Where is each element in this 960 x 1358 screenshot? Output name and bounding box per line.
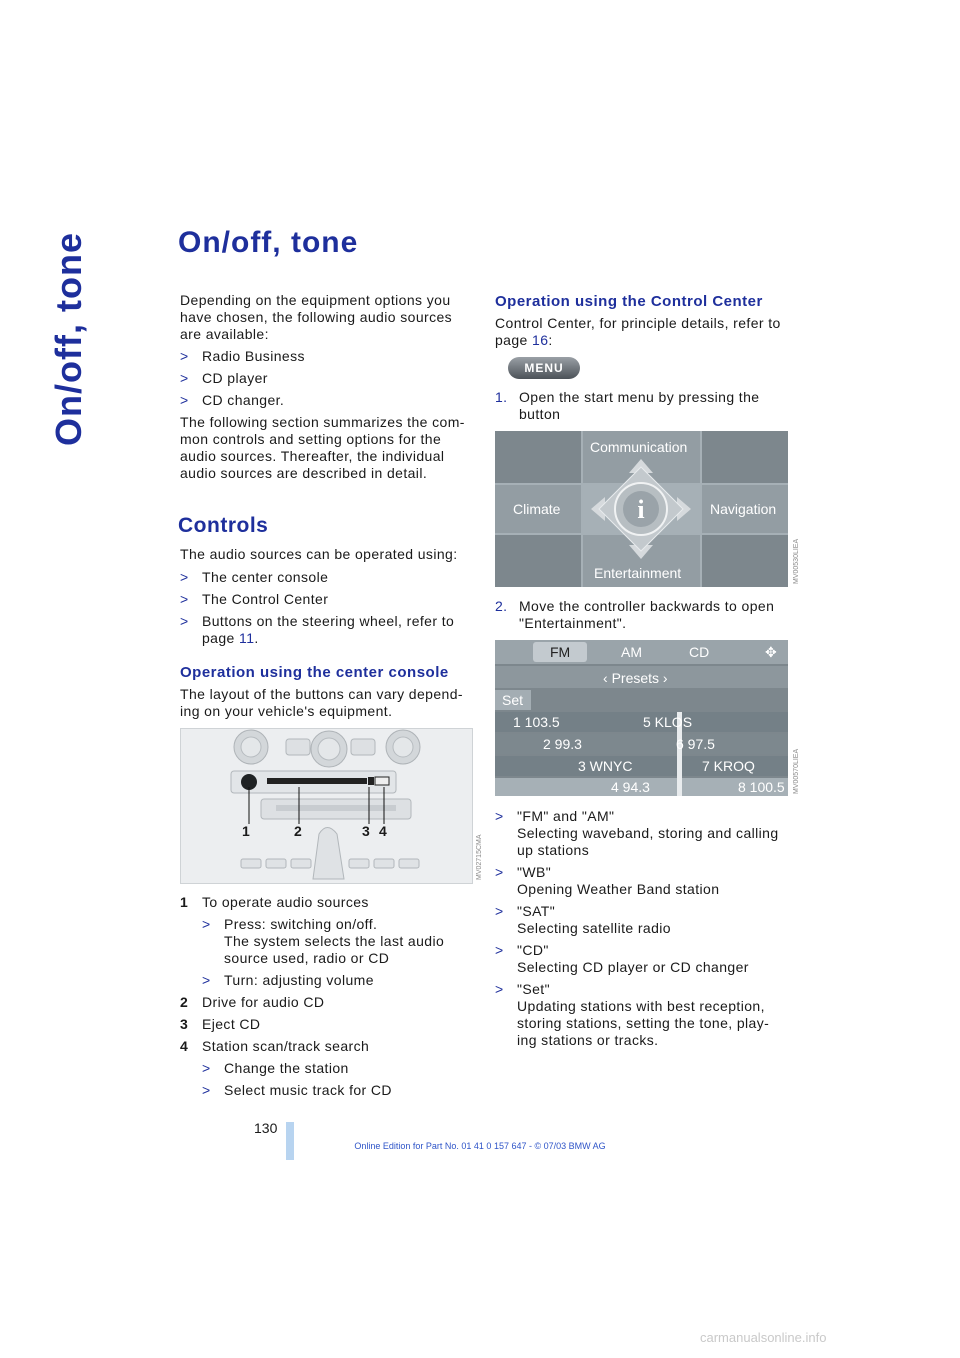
callout-3: 3 [362,823,370,839]
set-button: Set [502,692,524,708]
list-item: > Select music track for CD [202,1082,392,1098]
tab-cd: CD [689,644,710,660]
radio-screen [495,640,788,796]
step-2: 2. Move the controller backwards to open "Entertainment". [495,598,775,631]
list-item: > Change the station [202,1060,349,1076]
bullet-arrow-icon: > [180,348,189,364]
bullet-arrow-icon: > [180,569,189,585]
preset-5: 5 KLOS [643,714,693,730]
preset-4: 4 94.3 [611,779,650,795]
bullet-arrow-icon: > [495,903,504,919]
list-item: > "FM" and "AM" Selecting waveband, storing and calling up stations [495,808,779,858]
tab-am: AM [621,644,642,660]
list-item: > CD player [180,370,268,386]
callout-1: 1 [242,823,250,839]
preset-7: 7 KROQ [702,758,755,774]
controls-heading: Controls [178,514,269,537]
list-item: > The Control Center [180,591,329,607]
bullet-arrow-icon: > [495,864,504,880]
bullet-arrow-icon: > [202,1082,211,1098]
list-item: > "Set" Updating stations with best reception, storing stations, setting the tone, play- ing stations or tracks. [495,981,770,1048]
svg-text:i: i [637,495,645,524]
move-icon: ✥ [765,644,777,660]
watermark: carmanualsonline.info [700,1330,827,1345]
page-number: 130 [254,1120,278,1136]
radio-image-id: MV00570LIEA [793,748,800,794]
page-title: On/off, tone [178,226,359,259]
list-item: > "SAT" Selecting satellite radio [495,903,671,936]
list-item: > Radio Business [180,348,305,364]
bullet-arrow-icon: > [202,916,211,932]
summary-paragraph: The following section summarizes the com- mon controls and setting options for the audio sources. Thereafter, the individual audio sources are described in detail. [180,414,465,481]
intro-paragraph: Depending on the equipment options you have chosen, the following audio sources are available: [180,292,453,342]
edition-footer: Online Edition for Part No. 01 41 0 157 647 - © 07/03 BMW AG [354,1141,606,1151]
preset-2: 2 99.3 [543,736,582,752]
center-console-image [180,728,473,884]
callout-4: 4 [379,823,387,839]
console-image-id: MV02715CMA [476,834,483,880]
menu-button: MENU [508,357,580,379]
bullet-arrow-icon: > [202,1060,211,1076]
controller-icon [591,459,691,559]
center-console-heading: Operation using the center console [180,664,449,681]
tab-fm: FM [550,644,571,660]
controls-list: > The center console > The Control Center > Buttons on the steering wheel, refer to page 11. [180,569,480,647]
bullet-arrow-icon: > [180,591,189,607]
control-center-lead: Control Center, for principle details, refer to page 16: [495,315,781,348]
bullet-arrow-icon: > [202,972,211,988]
preset-6: 6 97.5 [676,736,715,752]
list-item: > The center console [180,569,329,585]
list-item: > Buttons on the steering wheel, refer to [180,613,455,629]
menu-communication: Communication [590,439,688,455]
list-item: > Turn: adjusting volume [202,972,374,988]
controls-lead: The audio sources can be operated using: [180,546,458,562]
menu-climate: Climate [513,501,561,517]
bullet-arrow-icon: > [495,942,504,958]
bullet-arrow-icon: > [180,613,189,629]
list-item: > Press: switching on/off. The system selects the last audio source used, radio or CD [202,916,445,966]
center-console-lead: The layout of the buttons can vary depend- ing on your vehicle's equipment. [180,686,463,719]
menu-image-id: MV00530LIEA [793,538,800,584]
callout-2: 2 [294,823,302,839]
idrive-start-menu [495,431,788,587]
center-console-illustration [181,729,472,883]
list-item: > "WB" Opening Weather Band station [495,864,720,897]
list-item: > "CD" Selecting CD player or CD changer [495,942,749,975]
bullet-arrow-icon: > [180,392,189,408]
preset-3: 3 WNYC [578,758,633,774]
menu-navigation: Navigation [710,501,777,517]
console-legend: 1 To operate audio sources > Press: switching on/off. The system selects the last audio source used, radio or CD > Turn: adjusting volume 2 Drive for audio CD 3 Eject CD 4 Station scan/track search > Change the station > Select music track for CD [180,894,480,1104]
control-center-heading: Operation using the Control Center [495,293,763,310]
sources-list [180,348,480,414]
bullet-arrow-icon: > [495,981,504,997]
list-item: > CD changer. [180,392,285,408]
preset-8: 8 100.5 [738,779,785,795]
bullet-arrow-icon: > [495,808,504,824]
bullet-arrow-icon: > [180,370,189,386]
page-link-11[interactable]: 11 [239,630,255,646]
options-list [495,808,795,1049]
menu-entertainment: Entertainment [594,565,682,581]
preset-1: 1 103.5 [513,714,560,730]
step-1: 1. Open the start menu by pressing the button [495,389,760,422]
page-link-16[interactable]: 16 [532,332,549,348]
presets-label: ‹ Presets › [603,670,668,686]
